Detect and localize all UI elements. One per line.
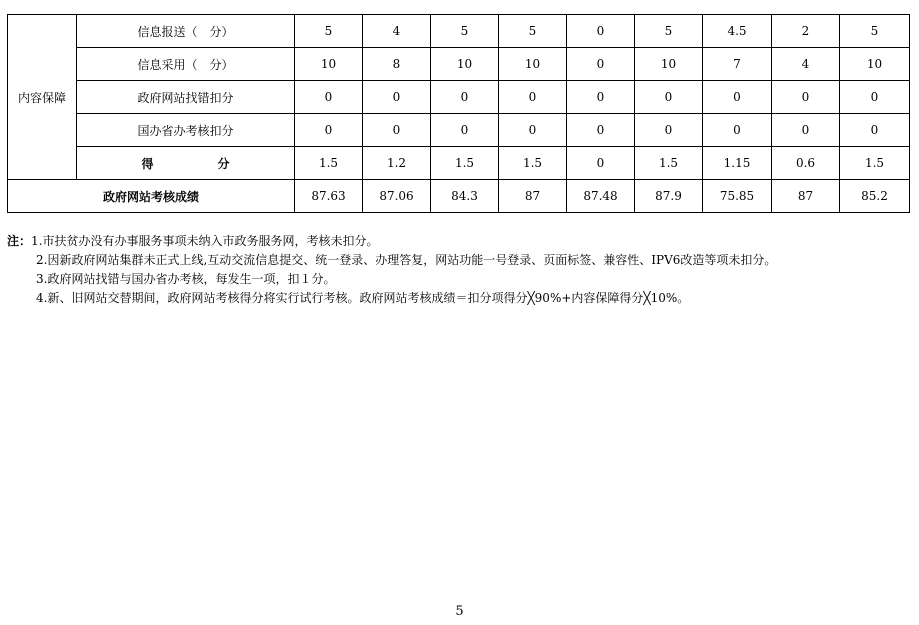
value-cell: 5 [840,15,910,48]
value-cell: 10 [295,48,363,81]
score-label-left: 得 [141,156,154,171]
note-text: 2.因新政府网站集群未正式上线,互动交流信息提交、统一登录、办理答复，网站功能一号登录、页面标签、兼容性、IPV6改造等项未扣分。 [36,253,777,267]
value-cell: 0 [840,81,910,114]
value-cell: 0 [431,81,499,114]
value-cell: 8 [363,48,431,81]
value-cell: 0 [635,81,703,114]
value-cell: 1.15 [703,147,772,180]
value-cell: 0 [499,81,567,114]
value-cell: 0 [567,147,635,180]
value-cell: 5 [499,15,567,48]
category-cell: 内容保障 [8,15,77,180]
value-cell: 0 [840,114,910,147]
value-cell: 4 [772,48,840,81]
value-cell: 0 [363,81,431,114]
note-text: 1.市扶贫办没有办事服务事项未纳入市政务服务网，考核未扣分。 [31,234,379,248]
score-row-label [77,147,295,180]
notes [7,232,776,308]
value-cell: 0 [703,81,772,114]
total-cell: 87 [772,180,840,213]
value-cell: 0 [499,114,567,147]
notes-prefix: 注： [7,234,32,248]
value-cell: 4.5 [703,15,772,48]
score-label-right: 分 [217,156,230,171]
value-cell: 5 [635,15,703,48]
value-cell: 1.5 [431,147,499,180]
value-cell: 10 [840,48,910,81]
value-cell: 0 [567,81,635,114]
value-cell: 0 [363,114,431,147]
value-cell: 10 [431,48,499,81]
row-label: 信息报送（ 分） [77,15,295,48]
page-number: 5 [455,604,464,619]
value-cell: 10 [499,48,567,81]
value-cell: 5 [431,15,499,48]
value-cell: 1.2 [363,147,431,180]
note-text: 4.新、旧网站交替期间，政府网站考核得分将实行试行考核。政府网站考核成绩＝扣分项得分╳90%+内容保障得分╳10%。 [36,291,690,305]
total-cell: 87.63 [295,180,363,213]
score-table [7,14,910,213]
total-cell: 87.06 [363,180,431,213]
total-cell: 75.85 [703,180,772,213]
table-row [8,15,910,48]
note-item [7,251,776,270]
value-cell: 0 [703,114,772,147]
total-cell: 87 [499,180,567,213]
value-cell: 0 [567,15,635,48]
table-row [8,147,910,180]
total-cell: 85.2 [840,180,910,213]
value-cell: 2 [772,15,840,48]
table-row [8,114,910,147]
value-cell: 10 [635,48,703,81]
table-row [8,81,910,114]
value-cell: 0 [295,114,363,147]
note-item [7,289,776,308]
value-cell: 4 [363,15,431,48]
row-label: 政府网站找错扣分 [77,81,295,114]
value-cell: 1.5 [635,147,703,180]
total-row [8,180,910,213]
value-cell: 1.5 [499,147,567,180]
note-text: 3.政府网站找错与国办省办考核，每发生一项，扣１分。 [36,272,336,286]
value-cell: 1.5 [295,147,363,180]
total-cell: 84.3 [431,180,499,213]
value-cell: 0 [295,81,363,114]
note-item [7,232,776,251]
note-item [7,270,776,289]
value-cell: 0 [635,114,703,147]
total-label: 政府网站考核成绩 [8,180,295,213]
value-cell: 0 [772,81,840,114]
row-label: 信息采用（ 分） [77,48,295,81]
total-cell: 87.9 [635,180,703,213]
row-label: 国办省办考核扣分 [77,114,295,147]
value-cell: 0 [567,48,635,81]
value-cell: 1.5 [840,147,910,180]
total-cell: 87.48 [567,180,635,213]
value-cell: 0.6 [772,147,840,180]
value-cell: 7 [703,48,772,81]
value-cell: 0 [431,114,499,147]
value-cell: 0 [567,114,635,147]
value-cell: 5 [295,15,363,48]
value-cell: 0 [772,114,840,147]
table-row [8,48,910,81]
